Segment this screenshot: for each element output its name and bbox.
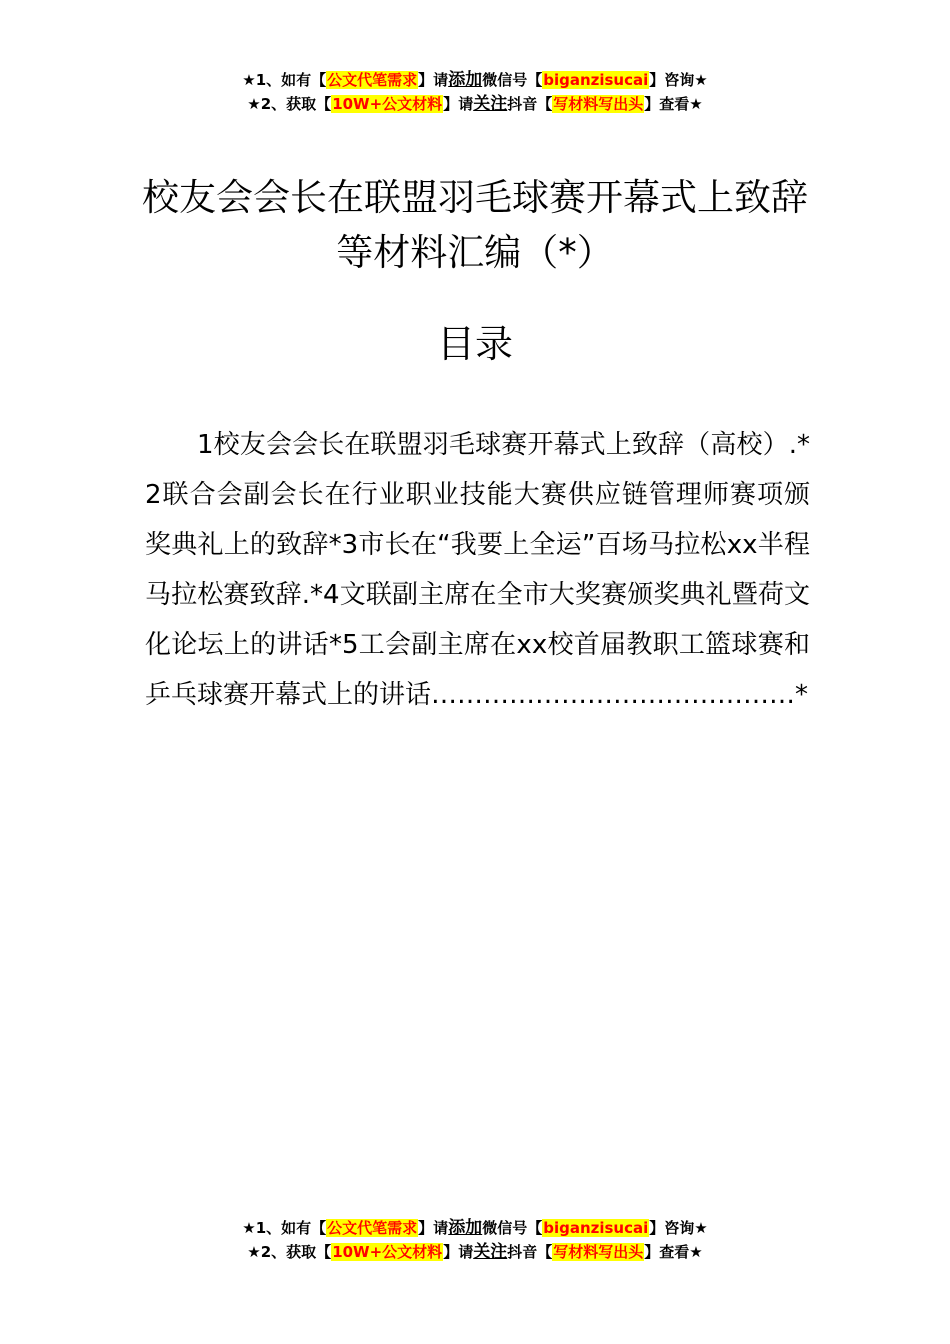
footer-banner xyxy=(0,1216,950,1264)
title-line-2: 等材料汇编（*） xyxy=(336,231,614,274)
banner-line-2 xyxy=(0,92,950,116)
banner-line-2 xyxy=(0,1240,950,1264)
banner-text: ★1、如有【 xyxy=(242,1219,327,1237)
banner-text: 微信号【 xyxy=(482,1219,543,1237)
toc-heading: 目录 xyxy=(436,322,513,366)
banner-text: 】查看★ xyxy=(644,1243,703,1261)
banner-line-1 xyxy=(0,1216,950,1240)
title-line-1: 校友会会长在联盟羽毛球赛开幕式上致辞 xyxy=(142,176,808,219)
banner-text: 】咨询★ xyxy=(649,1219,708,1237)
banner-text: ★2、获取【 xyxy=(247,1243,332,1261)
banner-line-1 xyxy=(0,68,950,92)
underlined-text: 关注 xyxy=(473,94,508,114)
document-title xyxy=(0,170,950,280)
underlined-text: 关注 xyxy=(473,1242,508,1262)
underlined-text: 添加 xyxy=(448,70,483,90)
banner-text: 】请 xyxy=(443,1243,474,1261)
highlight-wechat-id: biganzisucai xyxy=(543,1219,649,1237)
highlight-service: 公文代笔需求 xyxy=(327,1219,418,1237)
underlined-text: 添加 xyxy=(448,1218,483,1238)
banner-text: 抖音【 xyxy=(507,95,553,113)
banner-text: 抖音【 xyxy=(507,1243,553,1261)
toc-body: 1校友会会长在联盟羽毛球赛开幕式上致辞（高校）.*2联合会副会长在行业职业技能大赛供应链管理师赛项颁奖典礼上的致辞*3市长在“我要上全运”百场马拉松xx半程马拉松赛致辞.*4文联副主席在全市大奖赛颁奖典礼暨荷文化论坛上的讲话*5工会副主席在xx校首届教职工篮球赛和乒乓球赛开幕式上的讲话……………………………………* xyxy=(145,430,810,710)
highlight-materials: 10W+公文材料 xyxy=(332,95,443,113)
banner-text: ★1、如有【 xyxy=(242,71,327,89)
banner-text: 】请 xyxy=(418,71,449,89)
banner-text: ★2、获取【 xyxy=(247,95,332,113)
highlight-douyin-account: 写材料写出头 xyxy=(553,1243,644,1261)
highlight-materials: 10W+公文材料 xyxy=(332,1243,443,1261)
banner-text: 】咨询★ xyxy=(649,71,708,89)
highlight-douyin-account: 写材料写出头 xyxy=(553,95,644,113)
banner-text: 微信号【 xyxy=(482,71,543,89)
header-banner xyxy=(0,68,950,116)
banner-text: 】请 xyxy=(443,95,474,113)
banner-text: 】请 xyxy=(418,1219,449,1237)
highlight-wechat-id: biganzisucai xyxy=(543,71,649,89)
banner-text: 】查看★ xyxy=(644,95,703,113)
highlight-service: 公文代笔需求 xyxy=(327,71,418,89)
